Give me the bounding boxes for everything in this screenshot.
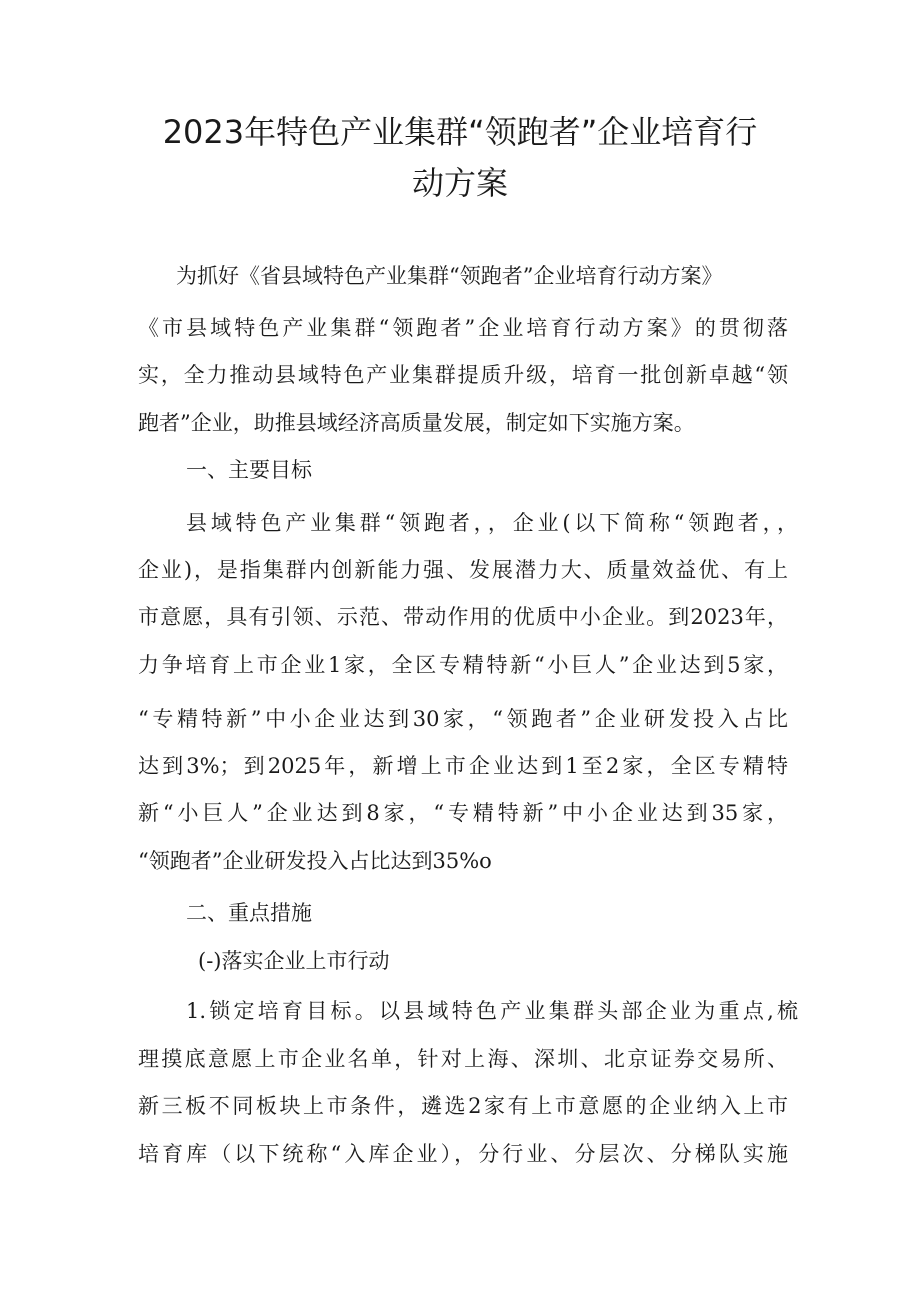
section-heading: 二、重点措施 [186,901,312,925]
document-title-line-1: 2023年特色产业集群“领跑者”企业培育行 [162,113,758,151]
subsection-heading: (-)落实企业上市行动 [198,949,390,973]
paragraph-line: 《市县域特色产业集群“领跑者”企业培育行动方案》的贯彻落 [138,316,788,340]
paragraph-line: 理摸底意愿上市企业名单，针对上海、深圳、北京证券交易所、 [138,1047,788,1071]
paragraph-line: 力争培育上市企业1家，全区专精特新“小巨人”企业达到5家， [138,653,788,677]
paragraph-line: 新“小巨人”企业达到8家，“专精特新”中小企业达到35家， [138,801,788,825]
paragraph-line: 达到3%；到2025年，新增上市企业达到1至2家，全区专精特 [138,754,788,778]
paragraph-line: “领跑者”企业研发投入占比达到35%o [138,849,492,873]
paragraph-line: 为抓好《省县域特色产业集群“领跑者”企业培育行动方案》 [176,264,723,288]
section-heading: 一、主要目标 [186,458,312,482]
paragraph-line: 企业)，是指集群内创新能力强、发展潜力大、质量效益优、有上 [138,558,788,582]
paragraph-line: 培育库（以下统称“入库企业），分行业、分层次、分梯队实施 [138,1142,788,1166]
paragraph-line: 1.锁定培育目标。以县域特色产业集群头部企业为重点,梳 [186,999,798,1023]
paragraph-line: 实，全力推动县域特色产业集群提质升级，培育一批创新卓越“领 [138,363,788,387]
document-title-line-2: 动方案 [411,164,508,202]
paragraph-line: 县域特色产业集群“领跑者，，企业(以下简称“领跑者，， [186,511,798,535]
paragraph-line: 市意愿，具有引领、示范、带动作用的优质中小企业。到2023年， [138,605,788,629]
paragraph-line: 跑者”企业，助推县域经济高质量发展，制定如下实施方案。 [138,411,695,435]
paragraph-line: 新三板不同板块上市条件，遴选2家有上市意愿的企业纳入上市 [138,1094,788,1118]
paragraph-line: “专精特新”中小企业达到30家，“领跑者”企业研发投入占比 [138,707,788,731]
